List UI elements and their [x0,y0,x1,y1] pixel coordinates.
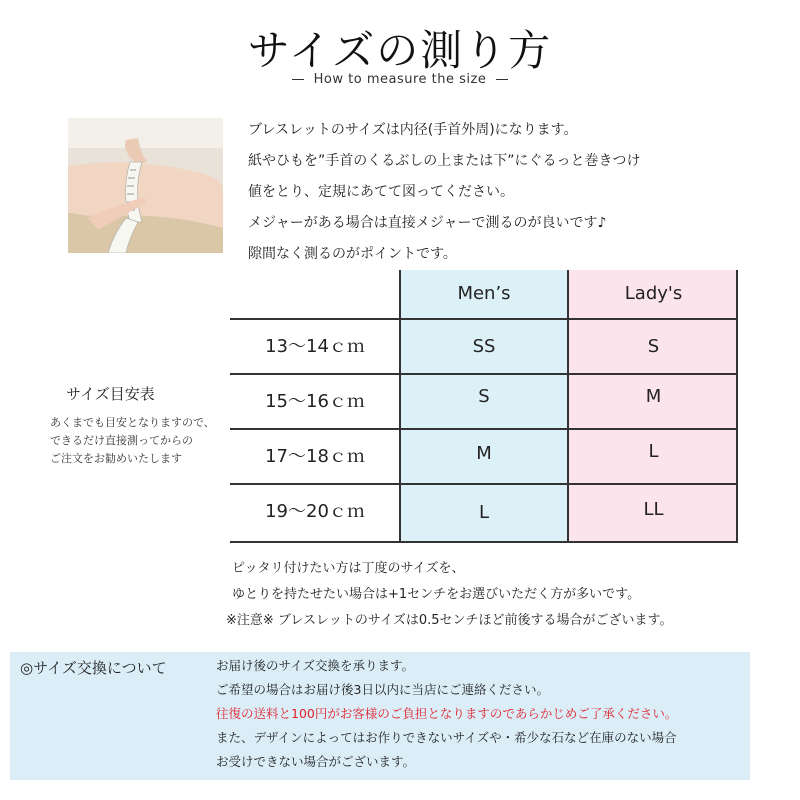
instruction-line: 紙やひもを”手首のくるぶしの上または下”にぐるっと巻きつけ [248,153,641,169]
note-line: ※注意※ ブレスレットのサイズは0.5センチほど前後する場合がございます。 [226,613,673,628]
table-row-range: 15〜16ｃｍ [265,391,365,412]
size-notes [226,556,786,634]
subtitle-text: How to measure the size [313,72,487,87]
page-title: サイズの測り方 [247,26,553,75]
instruction-line: ブレスレットのサイズは内径(手首外周)になります。 [248,122,578,138]
exchange-title: ◎サイズ交換について [20,659,167,677]
table-cell-men: L [478,502,490,523]
table-cell-lady: M [645,386,662,407]
exchange-line-highlight: 往復の送料と100円がお客様のご負担となりますのであらかじめご了承ください。 [216,706,678,721]
table-row-range: 13〜14ｃｍ [265,336,365,357]
note-line: ゆとりを持たせたい場合は+1センチをお選びいただく方が多いです。 [232,587,641,602]
note-line: ピッタリ付けたい方は丁度のサイズを、 [232,561,465,576]
table-cell-men: S [478,386,490,407]
size-guide-note [50,414,240,468]
size-guide-note-line: できるだけ直接測ってからの [50,434,193,447]
instructions [248,115,768,270]
table-cell-men: M [476,443,492,464]
subtitle-dash-right [496,79,508,80]
header-ladys: Lady's [624,283,683,304]
table-cell-lady: L [648,441,659,462]
instruction-line: 値をとり、定規にあてて図ってください。 [248,184,514,200]
size-table [230,270,738,543]
exchange-line: お受けできない場合がございます。 [216,754,416,769]
exchange-line: お届け後のサイズ交換を承ります。 [216,658,415,673]
exchange-line: ご希望の場合はお届け後3日以内に当店にご連絡ください。 [216,682,549,697]
table-row-range: 17〜18ｃｍ [265,446,365,467]
instruction-line: 隙間なく測るのがポイントです。 [248,246,457,262]
table-cell-men: SS [472,336,496,357]
size-guide-note-line: あくまでも目安となりますので、 [50,416,215,429]
table-row-range: 19〜20ｃｍ [265,501,365,522]
page-subtitle [0,72,800,87]
exchange-line: また、デザインによってはお作りできないサイズや・希少な石など在庫のない場合 [216,730,677,745]
table-cell-lady: S [647,336,660,357]
table-cell-lady: LL [643,499,664,520]
table-divider [230,541,738,543]
header-mens: Men’s [457,283,511,304]
subtitle-dash-left [292,79,304,80]
instruction-line: メジャーがある場合は直接メジャーで測るのが良いです♪ [248,215,607,231]
size-guide-title: サイズ目安表 [66,385,155,403]
size-guide-note-line: ご注文をお勧めいたします [50,452,182,465]
exchange-text [216,654,746,774]
wrist-measuring-photo [68,118,223,253]
